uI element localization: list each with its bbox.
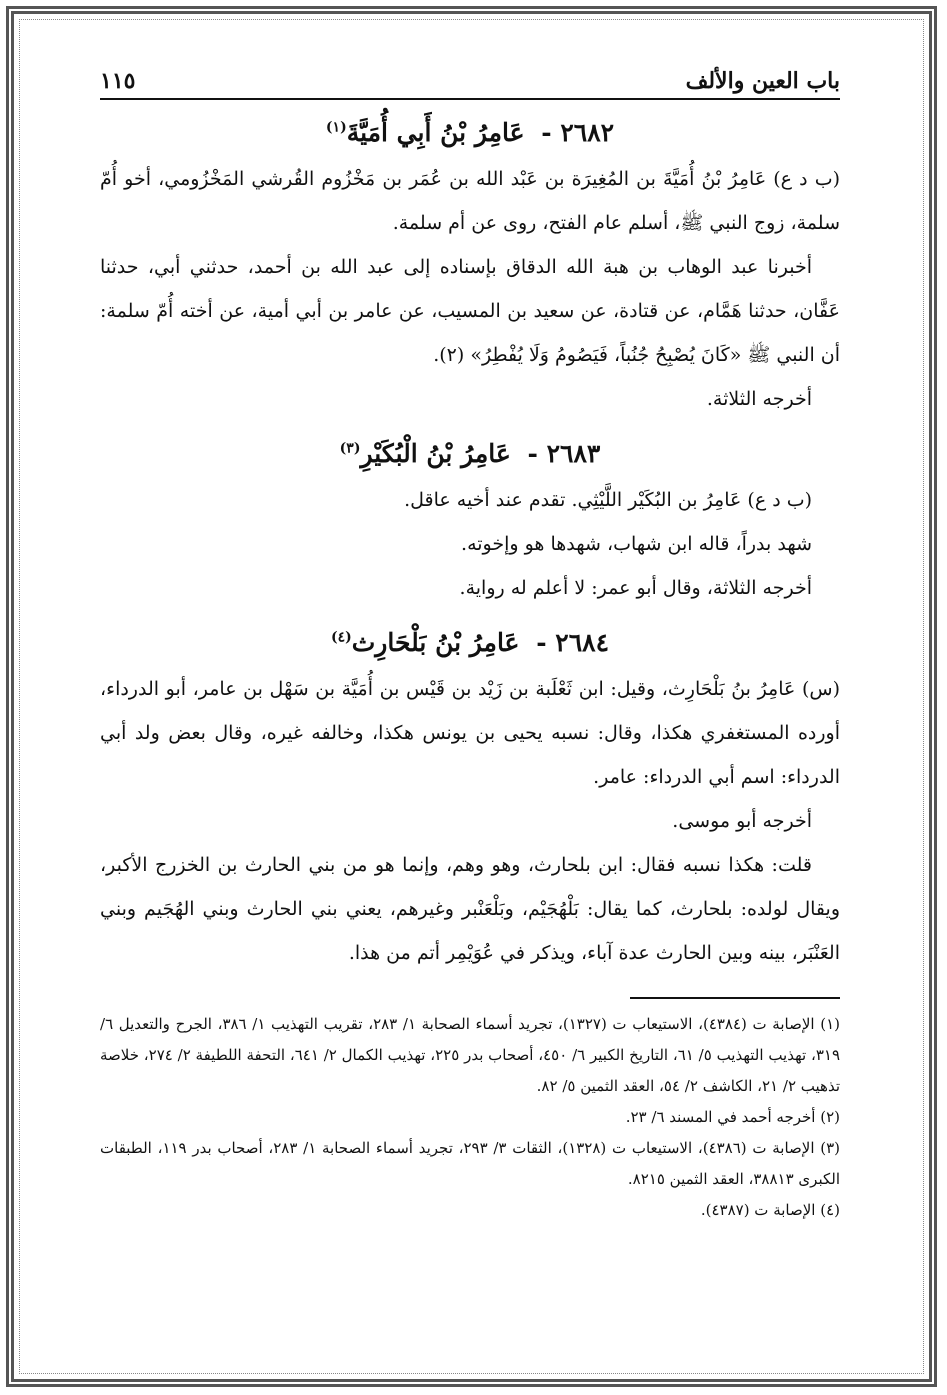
- entry-number: ٢٦٨٢ -: [541, 118, 615, 147]
- book-page: [100, 52, 840, 1226]
- entry-paragraph: أخبرنا عبد الوهاب بن هبة الله الدقاق بإسناده إلى عبد الله بن أحمد، حدثني أبي، حدثنا عَفَّان، حدثنا هَمَّام، عن قتادة، عن سعيد بن المسيب، عن عامر بن أبي أمية، عن أخته أُمّ سلمة: أن النبي ﷺ «كَانَ يُصْبِحُ جُنُباً، فَيَصُومُ وَلَا يُفْطِرُ» (٢).: [100, 256, 840, 366]
- footnotes: [100, 1009, 840, 1226]
- entry-paragraph: أخرجه الثلاثة.: [706, 388, 812, 410]
- footnote: (٣) الإصابة ت (٤٣٨٦)، الاستيعاب ت (١٣٢٨)، الثقات ٣/ ٢٩٣، تجريد أسماء الصحابة ١/ ٢٨٣، أصحاب بدر ١١٩، الطبقات الكبرى ٣٨٨١٣، العقد الثمين ٨٢١٥.: [100, 1139, 840, 1188]
- entry-2682: [100, 118, 840, 421]
- entry-paragraph: قلت: هكذا نسبه فقال: ابن بلحارث، وهو وهم، وإنما هو من بني الحارث بن الخزرج الأكبر، ويقال لولده: بلحارث، كما يقال: بَلْهُجَيْم، وبَلْعَنْبر وغيرهم، يعني بني الحارث وبني الهُجَيم وبني العَنْبَر، بينه وبين الحارث عدة آباء، ويذكر في عُوَيْمِر أتم من هذا.: [100, 854, 840, 964]
- chapter-title: باب العين والألف: [685, 68, 840, 94]
- page-number: ١١٥: [100, 68, 136, 94]
- entry-paragraph: أخرجه الثلاثة، وقال أبو عمر: لا أعلم له رواية.: [459, 577, 812, 599]
- entry-heading: [100, 118, 840, 147]
- entry-number: ٢٦٨٣ -: [527, 439, 601, 468]
- footnote-marker: (١): [325, 119, 347, 136]
- entry-name: عَامِرُ بْنُ أَبِي أُمَيَّةَ: [346, 118, 525, 147]
- footnote-marker: (٣): [339, 440, 361, 457]
- entry-paragraph: شهد بدراً، قاله ابن شهاب، شهدها هو وإخوته.: [461, 533, 812, 555]
- entry-name: عَامِرُ بْنُ بَلْحَارِث: [351, 628, 520, 657]
- footnote-marker: (٤): [330, 629, 352, 646]
- running-header: [100, 52, 840, 100]
- entry-number: ٢٦٨٤ -: [536, 628, 610, 657]
- entry-name: عَامِرُ بْنُ الْبُكَيْرِ: [360, 439, 511, 468]
- footnote: (٤) الإصابة ت (٤٣٨٧).: [700, 1201, 840, 1219]
- entry-paragraph: أخرجه أبو موسى.: [672, 810, 812, 832]
- footnote: (١) الإصابة ت (٤٣٨٤)، الاستيعاب ت (١٣٢٧)، تجريد أسماء الصحابة ١/ ٢٨٣، تقريب التهذيب ١/ ٣٨٦، الجرح والتعديل ٦/ ٣١٩، تهذيب التهذيب ٥/ ٦١، التاريخ الكبير ٦/ ٤٥٠، أصحاب بدر ٢٢٥، تهذيب الكمال ٢/ ٦٤١، التحفة اللطيفة ٢/ ٢٧٤، خلاصة تذهيب ٢/ ٢١، الكاشف ٢/ ٥٤، العقد الثمين ٥/ ٨٢.: [100, 1015, 840, 1095]
- entry-paragraph: (ب د ع) عَامِرُ بْنُ أُمَيَّةَ بن المُغِيرَة بن عَبْد الله بن عُمَر بن مَخْزُوم القُرشي المَخْزُومي، أخو أُمّ سلمة، زوج النبي ﷺ، أسلم عام الفتح، روى عن أم سلمة.: [100, 168, 840, 234]
- footnote-separator: [630, 997, 840, 999]
- entry-2683: [100, 439, 840, 610]
- entry-2684: [100, 628, 840, 975]
- entry-heading: [100, 439, 840, 468]
- entry-paragraph: (ب د ع) عَامِرُ بن البُكَيْر اللَّيْثِي. تقدم عند أخيه عاقل.: [404, 489, 812, 511]
- footnote: (٢) أخرجه أحمد في المسند ٦/ ٢٣.: [625, 1108, 840, 1126]
- entry-paragraph: (س) عَامِرُ بنُ بَلْحَارِث، وقيل: ابن ثَعْلَبة بن زَيْد بن قَيْس بن أُمَيَّة بن سَهْل بن عامر، أبو الدرداء، أورده المستغفري هكذا، وقال: نسبه يحيى بن يونس هكذا، وخالفه غيره، وقال بعض ولد أبي الدرداء: اسم أبي الدرداء: عامر.: [100, 678, 840, 788]
- entry-heading: [100, 628, 840, 657]
